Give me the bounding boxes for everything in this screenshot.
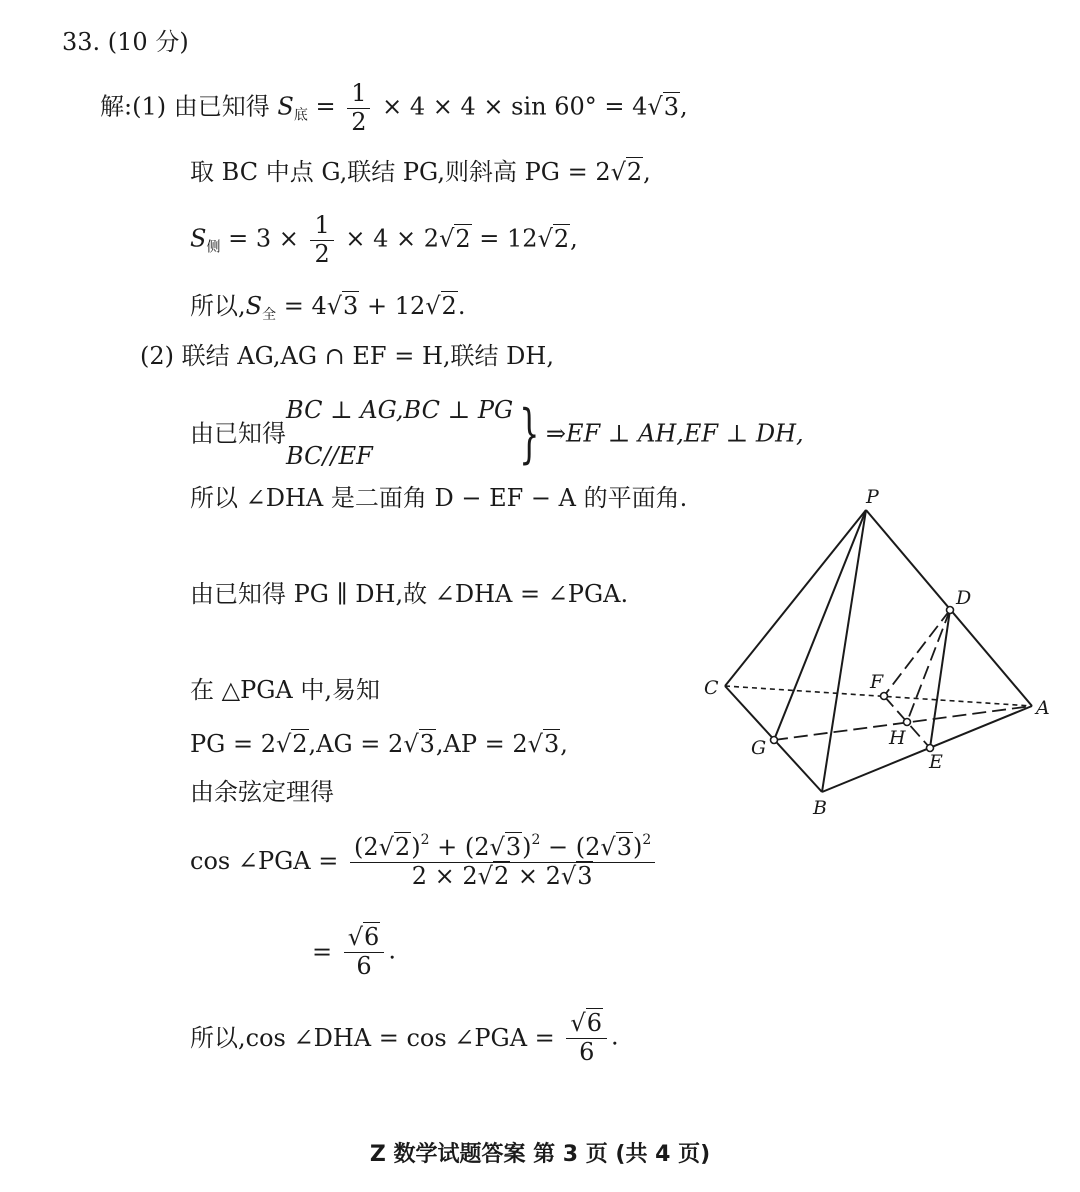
segment-dh	[907, 610, 950, 722]
label-b: B	[813, 797, 827, 819]
cosine-result: = $\frac{√6}{6}$ .	[312, 923, 396, 980]
label-d: D	[956, 587, 972, 609]
label-e: E	[929, 751, 943, 773]
point-d	[947, 607, 954, 614]
part2-line1: (2) 联结 AG,AG ∩ EF = H,联结 DH,	[140, 342, 554, 370]
part1-line1: 解:(1) 由已知得 $S_底$ = $\frac{1}{2}$ × 4 × 4 × sin 60° = 4√3,	[100, 79, 688, 136]
cosine-formula: cos ∠PGA = $\frac{(2√2)^2 + (2√3)^2 - (2√3)^2}{2 \times 2√2 \times 2√3}$	[190, 832, 659, 890]
fraction-half: $\frac{1}{2}$	[347, 80, 370, 136]
label-a: A	[1036, 697, 1050, 719]
cosine-law-line: 由余弦定理得	[190, 778, 334, 806]
lengths-line: PG = 2√2,AG = 2√3,AP = 2√3,	[190, 730, 568, 758]
final-line: 所以,cos ∠DHA = cos ∠PGA = $\frac{√6}{6}$ .	[190, 1009, 619, 1066]
triangle-line: 在 △PGA 中,易知	[190, 676, 380, 704]
edge-pc	[725, 510, 866, 686]
cosine-fraction: $\frac{(2√2)^2 + (2√3)^2 - (2√3)^2}{2 \times 2√2 \times 2√3}$	[350, 832, 655, 890]
label-f: F	[870, 671, 884, 693]
label-g: G	[751, 737, 767, 759]
dihedral-angle-line: 所以 ∠DHA 是二面角 D − EF − A 的平面角.	[190, 484, 688, 512]
label-h: H	[889, 727, 906, 749]
parallel-line: 由已知得 PG ∥ DH,故 ∠DHA = ∠PGA.	[190, 580, 629, 608]
problem-header: 33. (10 分)	[62, 28, 189, 56]
label-p: P	[866, 486, 879, 508]
point-g	[771, 737, 778, 744]
edge-pg	[774, 510, 866, 740]
part1-line2: 取 BC 中点 G,联结 PG,则斜高 PG = 2√2,	[190, 158, 651, 186]
edge-pb	[822, 510, 866, 792]
point-h	[904, 719, 911, 726]
part1-line3: $S_侧 = 3$ × $\frac{1}{2}$ × 4 × 2√2 = 12√2,	[190, 211, 578, 268]
part1-line4: 所以$,S_全 = 4√3 + 12√2$.	[190, 292, 466, 323]
part2-label: (2)	[140, 342, 174, 370]
label-c: C	[704, 677, 719, 699]
part1-label: 解:(1)	[100, 92, 167, 121]
page-footer: Z 数学试题答案 第 3 页 (共 4 页)	[369, 1142, 711, 1167]
point-f	[881, 693, 888, 700]
part2-conditions: 由已知得 BC ⊥ AG,BC ⊥ PG BC//EF } ⇒EF ⊥ AH,EF ⊥ DH,	[190, 396, 804, 471]
pyramid-figure	[690, 480, 1070, 830]
fraction-half-2: $\frac{1}{2}$	[310, 212, 333, 268]
